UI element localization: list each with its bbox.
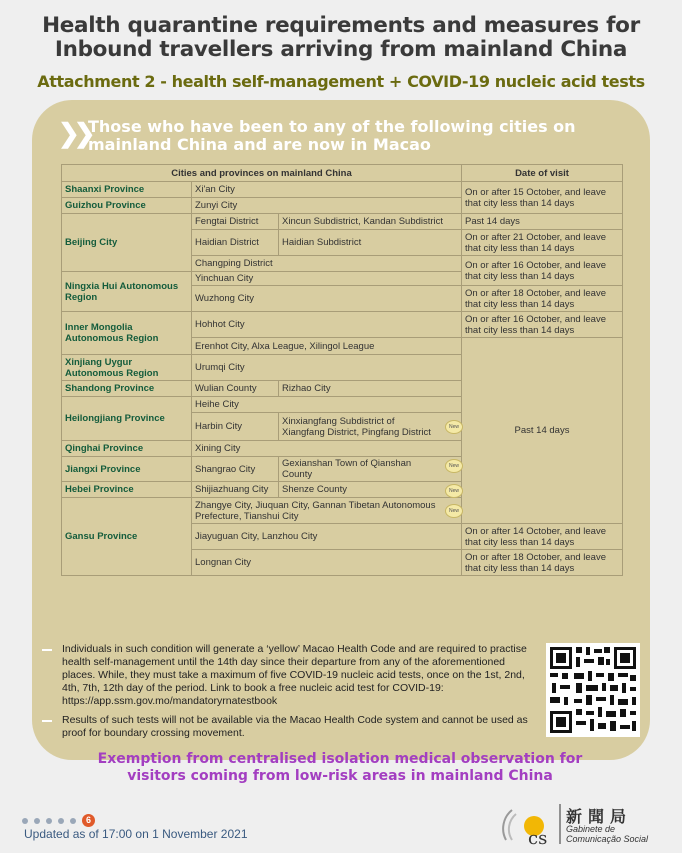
city-cell [279, 482, 462, 498]
column-header-date: Date of visit [462, 165, 623, 182]
updated-timestamp: Updated as of 17:00 on 1 November 2021 [24, 827, 248, 841]
date-cell: Past 14 days [462, 338, 623, 524]
province-cell: Shaanxi Province [62, 182, 192, 198]
double-chevron-icon: ❯❯ [58, 118, 90, 148]
notes-list [40, 643, 540, 746]
logo-chinese-text: 新聞局 [566, 809, 633, 826]
logo-pt-line-2: Comunicação Social [566, 834, 649, 844]
svg-text:cs: cs [528, 828, 548, 848]
city-cell: Jiayuguan City, Lanzhou City [192, 524, 462, 550]
column-header-region: Cities and provinces on mainland China [62, 165, 462, 182]
qr-code-graphic [546, 643, 640, 737]
table-header-row [62, 165, 623, 182]
qr-code[interactable] [546, 643, 640, 737]
city-cell: Shangrao City [192, 457, 279, 482]
city-cell: Yinchuan City [192, 272, 462, 286]
date-cell: On or after 15 October, and leave that city less than 14 days [462, 182, 623, 214]
date-cell: On or after 18 October, and leave that city less than 14 days [462, 550, 623, 576]
city-cell: Longnan City [192, 550, 462, 576]
province-cell: Beijing City [62, 214, 192, 272]
city-cell: Zunyi City [192, 198, 462, 214]
subdistrict-cell: Xincun Subdistrict, Kandan Subdistrict [279, 214, 462, 230]
city-cell [192, 498, 462, 524]
date-cell: On or after 18 October, and leave that city less than 14 days [462, 286, 623, 312]
date-cell: On or after 16 October, and leave that city less than 14 days [462, 312, 623, 338]
city-cell: Rizhao City [279, 381, 462, 397]
province-cell: Ningxia Hui Autonomous Region [62, 272, 192, 312]
district-cell: Haidian District [192, 230, 279, 256]
cities-text: Zhangye City, Jiuquan City, Gannan Tibetan Autonomous Prefecture, Tianshui City [195, 499, 436, 522]
province-cell: Guizhou Province [62, 198, 192, 214]
city-cell: Wulian County [192, 381, 279, 397]
city-cell: Erenhot City, Alxa League, Xilingol League [192, 338, 462, 355]
province-cell: Hebei Province [62, 482, 192, 498]
province-cell: Shandong Province [62, 381, 192, 397]
city-cell: Xi'an City [192, 182, 462, 198]
date-cell: On or after 16 October, and leave that city less than 14 days [462, 256, 623, 286]
date-cell: Past 14 days [462, 214, 623, 230]
new-badge: New [445, 484, 463, 498]
province-cell: Jiangxi Province [62, 457, 192, 482]
city-cell: Heihe City [192, 397, 462, 413]
subdistrict-cell [279, 413, 462, 441]
note-item: Individuals in such condition will generate a ‘yellow’ Macao Health Code and are required to practise health self-management until the 14th day since their departure from any of the aforementioned places. While, they must take a maximum of five COVID-19 nucleic acid tests, once on the 1st, 2nd, 4th, 7th, 12th day of the period. Link to book a free nucleic acid test for COVID-19: https://app.ssm.gov.mo/mandatoryrnatestbook [40, 643, 540, 708]
province-cell: Qinghai Province [62, 441, 192, 457]
page-dot[interactable] [58, 818, 64, 824]
province-cell: Xinjiang Uygur Autonomous Region [62, 355, 192, 381]
city-cell: Wuzhong City [192, 286, 462, 312]
section-heading [88, 118, 628, 154]
city-cell: Shijiazhuang City [192, 482, 279, 498]
subdistrict-cell: Haidian Subdistrict [279, 230, 462, 256]
logo-pt-line-1: Gabinete de [566, 824, 616, 834]
new-badge: New [445, 459, 463, 473]
table-row [62, 312, 623, 338]
exemption-line-1: Exemption from centralised isolation medical observation for [97, 751, 583, 767]
cities-table [61, 164, 623, 576]
province-cell: Heilongjiang Province [62, 397, 192, 441]
county-text: Shenze County [282, 484, 347, 495]
page-dot[interactable] [46, 818, 52, 824]
city-cell: Urumqi City [192, 355, 462, 381]
section-heading-line-2: mainland China and are now in Macao [88, 135, 431, 154]
table-row [62, 214, 623, 230]
city-cell [279, 457, 462, 482]
city-cell: Xining City [192, 441, 462, 457]
logo-portuguese-text [566, 824, 648, 844]
title-line-1: Health quarantine requirements and measures for [42, 13, 640, 38]
title-line-2: Inbound travellers arriving from mainland China [54, 37, 628, 62]
city-cell: Hohhot City [192, 312, 462, 338]
date-cell: On or after 21 October, and leave that city less than 14 days [462, 230, 623, 256]
current-page-badge[interactable]: 6 [82, 814, 95, 827]
district-cell: Fengtai District [192, 214, 279, 230]
gcs-logo [500, 800, 670, 848]
new-badge: New [445, 420, 463, 434]
section-heading-line-1: Those who have been to any of the following cities on [88, 117, 576, 136]
subdistrict-text: Xinxiangfang Subdistrict of Xiangfang District, Pingfang District [282, 415, 431, 438]
exemption-line-2: visitors coming from low-risk areas in mainland China [127, 768, 553, 784]
city-cell: Harbin City [192, 413, 279, 441]
new-badge: New [445, 504, 463, 518]
exemption-link[interactable] [40, 751, 640, 785]
province-cell: Gansu Province [62, 498, 192, 576]
district-cell: Changping District [192, 256, 462, 272]
town-text: Gexianshan Town of Qianshan County [282, 458, 412, 480]
province-cell: Inner Mongolia Autonomous Region [62, 312, 192, 355]
page-dot[interactable] [22, 818, 28, 824]
note-item: Results of such tests will not be available via the Macao Health Code system and cannot be used as proof for boundary crossing movement. [40, 714, 540, 740]
page-subtitle: Attachment 2 - health self-management + COVID-19 nucleic acid tests [37, 72, 645, 91]
gcs-logo-icon [500, 800, 564, 848]
page-title [0, 14, 682, 62]
page-dot[interactable] [34, 818, 40, 824]
page-dot[interactable] [70, 818, 76, 824]
date-cell: On or after 14 October, and leave that city less than 14 days [462, 524, 623, 550]
table-row [62, 182, 623, 198]
